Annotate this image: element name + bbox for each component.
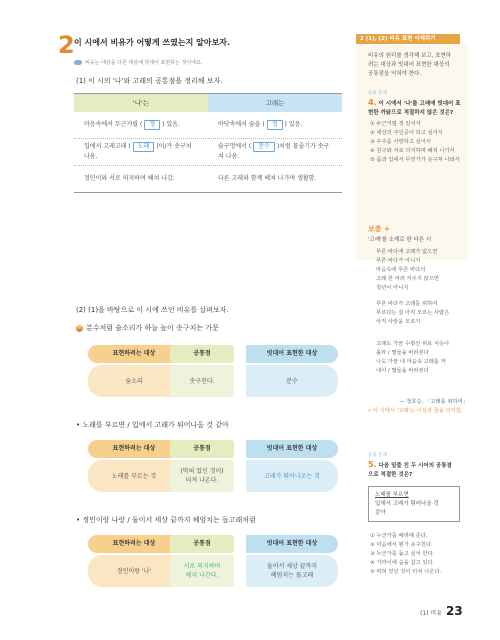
page-number: 23 xyxy=(446,604,463,618)
section-subtitle-text: 비유는 대상을 다른 대상에 빗대어 표현하는 것이에요. xyxy=(85,60,203,66)
table-cell: 정민이와 서로 의지하며 헤쳐 나감. xyxy=(74,166,208,193)
answer-blank[interactable]: 노래 xyxy=(133,142,155,152)
example-line xyxy=(76,323,219,333)
sidebar-intro: 비유의 원리를 생각해 보고, 표현하 려는 대상과 빗대어 표현한 대상의 공통점을 익혀야 한다. xyxy=(368,53,452,77)
diagram-common: 서로 의지하며 헤쳐 나간다. xyxy=(170,555,234,587)
diagram-compared: 분수 xyxy=(246,365,338,397)
poem-stanza: 푸른 바다에 고래가 없으면 푸른 바다가 아니지 마음속에 푸른 바다의 고래 한 마리 키우지 않으면 청년이 아니지 xyxy=(376,249,440,291)
page-footer xyxy=(420,604,463,618)
table-cell: 다른 고래와 함께 헤쳐 나가며 생활함. xyxy=(208,166,342,193)
poem-stanza: 푸른 바다가 고래를 위하여 푸르다는 걸 아직 모르는 사람은 아직 사랑을 모르지 xyxy=(376,301,450,325)
supplement-title: 보충 + xyxy=(368,225,390,233)
option-item[interactable]: ① 두근거릴 정 있어서 xyxy=(370,121,421,127)
poem-source: — 정호승, 「고래를 위하여」 • 이 시에서 '고래'는 이상과 꿈을 의미함. xyxy=(368,399,468,414)
table-cell: 바닷속에서 숨을 ( 정 ) 있음. xyxy=(208,112,342,139)
question-number: 4. xyxy=(368,98,377,107)
metaphor-diagram xyxy=(88,440,338,492)
supplement-intro: '고래'를 소재로 한 다른 시 xyxy=(368,237,432,243)
question-2-prompt: (2) (1)을 바탕으로 이 시에 쓰인 비유를 살펴보자. xyxy=(76,306,229,314)
diagram-header-common: 공통점 xyxy=(170,535,234,553)
table-row xyxy=(74,166,342,193)
diagram-target: 숨소리 xyxy=(88,365,180,397)
option-item[interactable]: ④ 가까이에 숨을 참고 있다. xyxy=(370,560,435,566)
diagram-common: (막혀 있던 것이) 터져 나온다. xyxy=(170,460,234,492)
section-header xyxy=(58,31,346,66)
question-4: 4. 이 시에서 '나'를 고래에 빗대어 표 현한 까닭으로 적절하지 않은 것은? xyxy=(368,98,461,116)
example-icon: 例 xyxy=(76,324,82,331)
bullet-line: • 노래를 부르면 / 입에서 고래가 튀어나올 것 같아 xyxy=(76,421,229,429)
diagram-compared: 둘이서 세상 끝까지 헤엄치는 돌고래 xyxy=(246,555,338,587)
diagram-header-common: 공통점 xyxy=(170,440,234,458)
diagram-target: 정민이랑 '나' xyxy=(88,555,180,587)
diagram-header-compared: 빗대어 표현한 대상 xyxy=(246,440,338,458)
option-item[interactable]: ⑤ 몸과 입에서 무언가가 솟구쳐 나와서 xyxy=(370,157,460,163)
diagram-header-target: 표현하려는 대상 xyxy=(88,345,180,363)
example-text: 분수처럼 숨소리가 하늘 높이 솟구치는 가문 xyxy=(86,324,219,332)
section-title: 이 시에서 비유가 어떻게 쓰였는지 알아보자. xyxy=(74,38,231,47)
diagram-header-target: 표현하려는 대상 xyxy=(88,535,180,553)
table-cell: 마음속에서 두근거릴 ( 정 ) 있음. xyxy=(74,112,208,139)
question-number: 5. xyxy=(368,460,377,469)
question-5: 5. 다음 밑줄 친 두 시어의 공통점 으로 적절한 것은? xyxy=(368,460,452,478)
table-row xyxy=(74,112,342,139)
diagram-header-target: 표현하려는 대상 xyxy=(88,440,180,458)
diagram-header-compared: 빗대어 표현한 대상 xyxy=(246,535,338,553)
option-item[interactable]: ① 누군가를 배려해 준다. xyxy=(370,533,428,539)
option-item[interactable]: ④ 친구와 서로 의지하며 헤쳐 나가서 xyxy=(370,148,455,154)
answer-blank[interactable]: 정 xyxy=(144,120,160,130)
section-number: 2 xyxy=(58,31,75,59)
sidebar-header: 2 (1), (2) 비유 표현 이해하기 xyxy=(356,34,460,44)
metaphor-diagram xyxy=(88,345,338,397)
question-5-options xyxy=(370,532,464,577)
poem-stanza: 고래도 가끔 수평선 위로 치솟아 올라 / 별들을 바라본다 나도 가끔 내 마음속 고래를 꺼 내어 / 별들을 바라본다 xyxy=(376,341,450,374)
question-tag: 응용 문제 xyxy=(368,91,387,96)
diagram-compared: 고래가 튀어나오는 것 xyxy=(246,460,338,492)
answer-blank[interactable]: 정 xyxy=(267,120,283,130)
quote-box: 노래를 부르면 입에서 고래가 튀어나올 것 같아 xyxy=(368,486,460,522)
option-item[interactable]: ③ 우주를 사랑하고 싶어서 xyxy=(370,139,431,145)
table-cell: 숨구멍에서 ( 분수 )처럼 물줄기가 솟구쳐 나옴. xyxy=(208,139,342,166)
footer-label: (1) 비유 xyxy=(420,610,442,617)
question-1-prompt: (1) 이 시의 '나'와 고래의 공통점을 정리해 보자. xyxy=(76,77,223,85)
answer-blank[interactable]: 분수 xyxy=(253,142,275,152)
metaphor-diagram xyxy=(88,535,338,587)
option-item[interactable]: ⑤ 막혀 있던 것이 터져 나온다. xyxy=(370,569,442,575)
option-item[interactable]: ② 세상의 주인공이 되고 싶어서 xyxy=(370,130,443,136)
comparison-table xyxy=(74,93,342,193)
hint-icon xyxy=(74,60,82,65)
diagram-header-common: 공통점 xyxy=(170,345,234,363)
table-header-na: '나'는 xyxy=(74,94,208,112)
option-item[interactable]: ③ 누군가를 돕고 싶어 한다. xyxy=(370,551,435,557)
option-item[interactable]: ② 마음에서 뭔가 솟구친다. xyxy=(370,542,433,548)
diagram-common: 솟구친다. xyxy=(170,365,234,397)
diagram-target: 노래를 부르는 것 xyxy=(88,460,180,492)
bullet-line: • 정민이랑 나랑 / 둘이서 세상 끝까지 헤엄치는 돌고래처럼 xyxy=(76,516,256,524)
section-subtitle xyxy=(74,59,346,66)
question-4-options xyxy=(370,120,464,165)
table-cell: 입에서 고래고래 ( 노래 )이/가 솟구쳐 나옴. xyxy=(74,139,208,166)
diagram-header-compared: 빗대어 표현한 대상 xyxy=(246,345,338,363)
table-header-whale: 고래는 xyxy=(208,94,342,112)
table-row xyxy=(74,139,342,166)
question-tag: 응용 문제 xyxy=(368,453,387,458)
